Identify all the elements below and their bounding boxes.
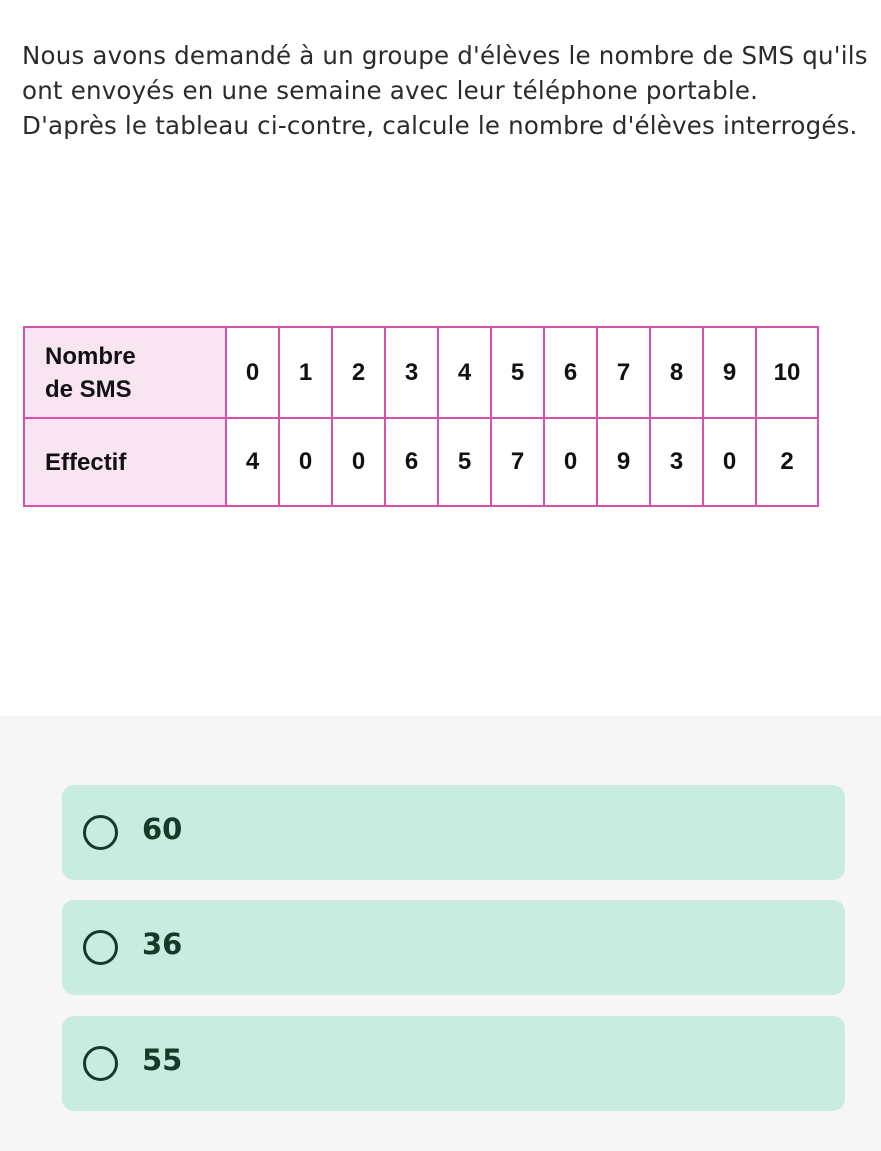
answers-panel [0,716,881,1151]
answer-option-label: 55 [142,1043,183,1077]
table-cell: 4 [438,327,491,418]
answer-option-60[interactable] [62,785,845,880]
table-cell: 7 [597,327,650,418]
table-cell: 2 [332,327,385,418]
table-row-effectif [24,418,818,506]
table-cell: 0 [544,418,597,506]
table-row-sms [24,327,818,418]
question-text [22,38,877,143]
row-header-effectif: Effectif [24,418,226,506]
table-cell: 0 [703,418,756,506]
table-cell: 1 [279,327,332,418]
question-paragraph-1: Nous avons demandé à un groupe d'élèves le nombre de SMS qu'ils ont envoyés en une semaine avec leur téléphone portable. [22,41,868,105]
table-cell: 6 [544,327,597,418]
radio-circle-icon[interactable] [83,1046,118,1081]
answer-option-55[interactable] [62,1016,845,1111]
table-cell: 6 [385,418,438,506]
question-paragraph-2: D'après le tableau ci-contre, calcule le nombre d'élèves interrogés. [22,111,858,140]
row-header-line-2: de SMS [45,375,132,403]
table-cell: 5 [438,418,491,506]
table-cell: 0 [279,418,332,506]
table-cell: 4 [226,418,279,506]
answer-option-label: 36 [142,927,183,961]
table-cell: 2 [756,418,818,506]
table-cell: 3 [385,327,438,418]
table-cell: 0 [226,327,279,418]
table-cell: 10 [756,327,818,418]
sms-frequency-table [23,326,819,507]
table-cell: 8 [650,327,703,418]
answer-option-36[interactable] [62,900,845,995]
table-cell: 3 [650,418,703,506]
radio-circle-icon[interactable] [83,930,118,965]
table-cell: 5 [491,327,544,418]
table-cell: 7 [491,418,544,506]
sms-table-container [23,326,819,507]
table-cell: 9 [703,327,756,418]
row-header-nombre-sms [24,327,226,418]
table-cell: 9 [597,418,650,506]
answer-option-label: 60 [142,812,183,846]
table-cell: 0 [332,418,385,506]
row-header-line-1: Nombre [45,342,136,370]
radio-circle-icon[interactable] [83,815,118,850]
